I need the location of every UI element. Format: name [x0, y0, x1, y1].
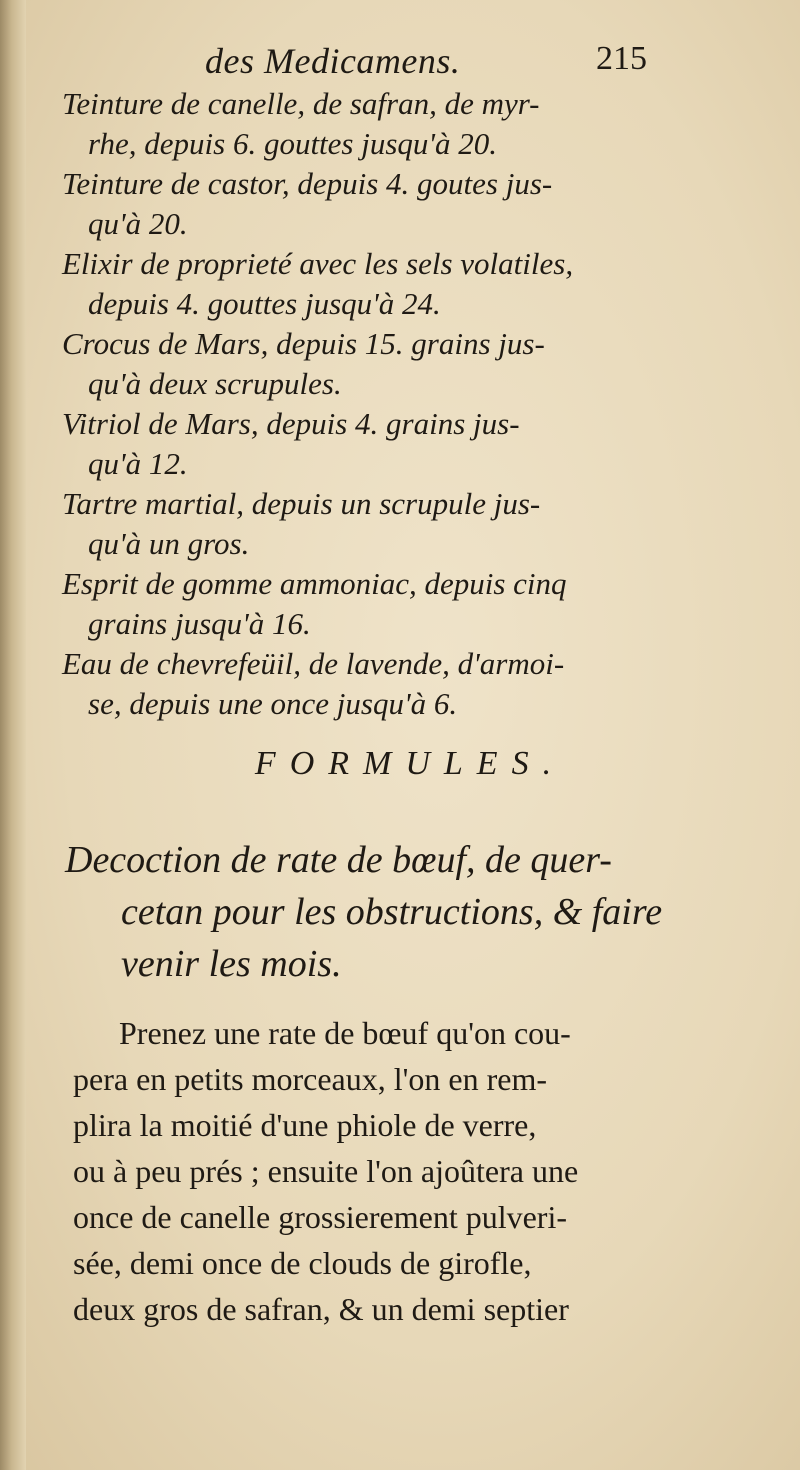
dosage-entry-line: Teinture de canelle, de safran, de myr-: [62, 86, 540, 121]
running-title: des Medicamens.: [205, 41, 461, 81]
recipe-title-line: Decoction de rate de bœuf, de quer-: [65, 839, 612, 881]
body-line: plira la moitié d'une phiole de verre,: [73, 1107, 537, 1143]
page-header: [0, 38, 800, 88]
recipe-title-line: cetan pour les obstructions, & faire: [121, 891, 663, 933]
recipe-title-line: venir les mois.: [121, 943, 342, 985]
page-binding-edge: [0, 0, 26, 1470]
dosage-list: [62, 84, 722, 724]
dosage-entry-line: rhe, depuis 6. gouttes jusqu'à 20.: [88, 126, 498, 161]
dosage-entry-line: qu'à 12.: [88, 446, 188, 481]
dosage-entry-line: Tartre martial, depuis un scrupule jus-: [62, 486, 541, 521]
dosage-entry-line: se, depuis une once jusqu'à 6.: [88, 686, 458, 721]
body-line: ou à peu prés ; ensuite l'on ajoûtera une: [73, 1153, 579, 1189]
dosage-entry-line: Esprit de gomme ammoniac, depuis cinq: [62, 566, 567, 601]
body-line: Prenez une rate de bœuf qu'on cou-: [119, 1015, 571, 1051]
page-number: 215: [596, 40, 647, 77]
body-line: pera en petits morceaux, l'on en rem-: [73, 1061, 548, 1097]
body-line: deux gros de safran, & un demi septier: [73, 1291, 569, 1327]
body-line: once de canelle grossierement pulveri-: [73, 1199, 567, 1235]
dosage-entry-line: Teinture de castor, depuis 4. goutes jus-: [62, 166, 553, 201]
dosage-entry-line: Eau de chevrefeüil, de lavende, d'armoi-: [62, 646, 565, 681]
recipe-title: [65, 834, 745, 990]
dosage-entry-line: depuis 4. gouttes jusqu'à 24.: [88, 286, 441, 321]
dosage-entry-line: qu'à un gros.: [88, 526, 250, 561]
dosage-entry-line: Elixir de proprieté avec les sels volatiles,: [62, 246, 574, 281]
dosage-entry-line: qu'à deux scrupules.: [88, 366, 342, 401]
section-heading: FORMULES.: [254, 745, 566, 782]
dosage-entry-line: Crocus de Mars, depuis 15. grains jus-: [62, 326, 545, 361]
dosage-entry-line: qu'à 20.: [88, 206, 188, 241]
dosage-entry-line: grains jusqu'à 16.: [88, 606, 311, 641]
recipe-body: [73, 1010, 713, 1332]
body-line: sée, demi once de clouds de girofle,: [73, 1245, 532, 1281]
dosage-entry-line: Vitriol de Mars, depuis 4. grains jus-: [62, 406, 520, 441]
